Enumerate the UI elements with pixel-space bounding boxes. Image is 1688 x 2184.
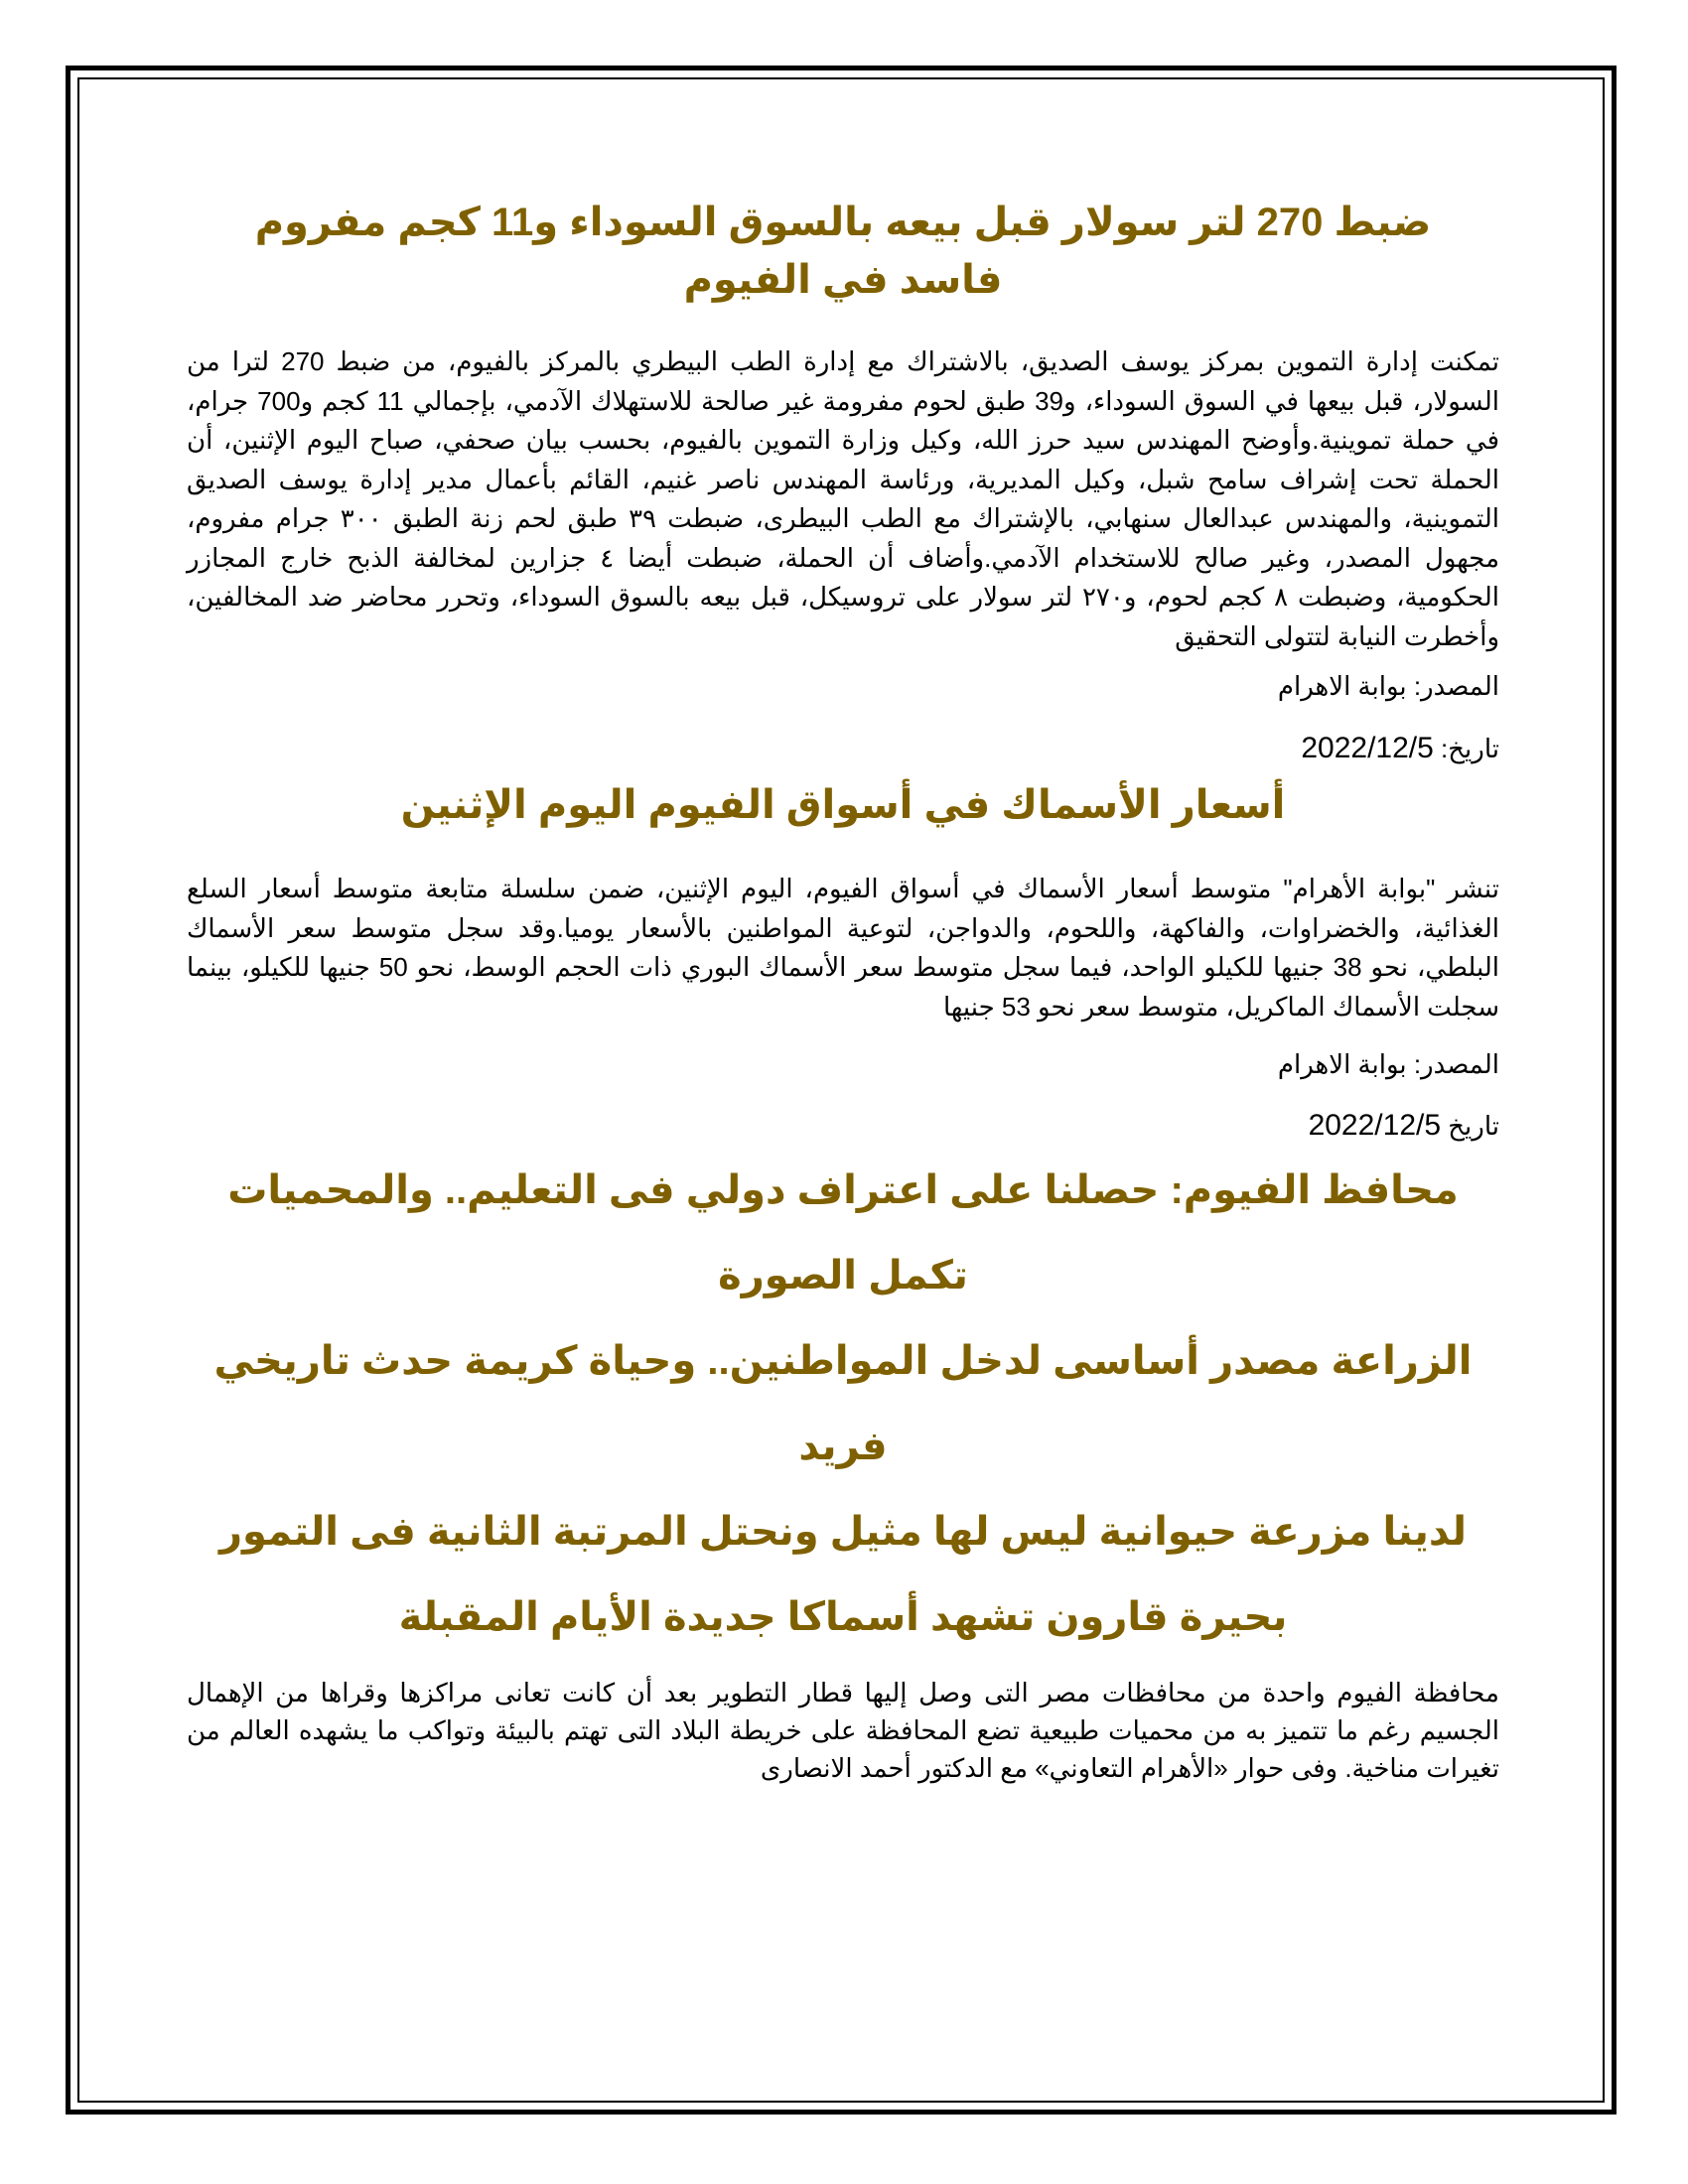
article-2-date-value: 2022/12/5 (1308, 1109, 1442, 1142)
article-3-title-line: لدينا مزرعة حيوانية ليس لها مثيل ونحتل المرتبة الثانية فى التمور (219, 1510, 1467, 1554)
article-3-title-line: محافظ الفيوم: حصلنا على اعتراف دولي فى التعليم.. والمحميات تكمل الصورة (227, 1168, 1459, 1297)
article-2-date-label: تاريخ (1441, 1111, 1499, 1141)
article-3-body: محافظة الفيوم واحدة من محافظات مصر التى وصل إليها قطار التطوير بعد أن كانت تعانى مراكزها وقراها من الإهمال الجسيم رغم ما تتميز به من محميات طبيعية تضع المحافظة على خريطة البلاد التى تهتم بالبيئة وتواكب ما يشهده العالم من تغيرات مناخية. وفى حوار «الأهرام التعاوني» مع الدكتور أحمد الانصارى (187, 1678, 1499, 1783)
article-1-source: المصدر: بوابة الاهرام (1277, 671, 1499, 701)
article-2-title: أسعار الأسماك في أسواق الفيوم اليوم الإثنين (400, 783, 1286, 827)
article-2-date (187, 1110, 1499, 1142)
article-3-title (187, 1148, 1499, 1660)
article-1-date-value: 2022/12/5 (1301, 732, 1434, 764)
article-3-title-line: الزراعة مصدر أساسى لدخل المواطنين.. وحياة كريمة حدث تاريخي فريد (213, 1339, 1473, 1468)
article-2-source: المصدر: بوابة الاهرام (1277, 1049, 1499, 1079)
document-content (187, 194, 1499, 1787)
article-1-date (187, 733, 1499, 764)
article-1-date-label: تاريخ: (1433, 734, 1499, 763)
article-2-body: تنشر "بوابة الأهرام" متوسط أسعار الأسماك في أسواق الفيوم، اليوم الإثنين، ضمن سلسلة متابعة متوسط أسعار السلع الغذائية، والخضراوات، والفاكهة، واللحوم، والدواجن، لتوعية المواطنين بالأسعار يوميا.وقد سجل متوسط سعر الأسماك البلطي، نحو 38 جنيها للكيلو الواحد، فيما سجل متوسط سعر الأسماك البوري ذات الحجم الوسط، نحو 50 جنيها للكيلو، بينما سجلت الأسماك الماكريل، متوسط سعر نحو 53 جنيها (187, 874, 1499, 1022)
article-3-title-line: بحيرة قارون تشهد أسماكا جديدة الأيام المقبلة (398, 1595, 1288, 1639)
article-1-title: ضبط 270 لتر سولار قبل بيعه بالسوق السوداء و11 كجم مفروم فاسد في الفيوم (254, 201, 1432, 302)
article-1-body: تمكنت إدارة التموين بمركز يوسف الصديق، بالاشتراك مع إدارة الطب البيطري بالمركز بالفيوم، من ضبط 270 لترا من السولار، قبل بيعها في السوق السوداء، و39 طبق لحوم مفرومة غير صالحة للاستهلاك الآدمي، بإجمالي 11 كجم و700 جرام، في حملة تموينية.وأوضح المهندس سيد حرز الله، وكيل وزارة التموين بالفيوم، بحسب بيان صحفي، صباح اليوم الإثنين، أن الحملة تحت إشراف سامح شبل، وكيل المديرية، ورئاسة المهندس ناصر غنيم، القائم بأعمال مدير إدارة يوسف الصديق التموينية، والمهندس عبدالعال سنهابي، بالإشتراك مع الطب البيطرى، ضبطت ٣٩ طبق لحم زنة الطبق ٣٠٠ جرام مفروم، مجهول المصدر، وغير صالح للاستخدام الآدمي.وأضاف أن الحملة، ضبطت أيضا ٤ جزارين لمخالفة الذبح خارج المجازر الحكومية، وضبطت ٨ كجم لحوم، و٢٧٠ لتر سولار على تروسيكل، قبل بيعه بالسوق السوداء، وتحرر محاضر ضد المخالفين، وأخطرت النيابة لتتولى التحقيق (187, 346, 1500, 651)
